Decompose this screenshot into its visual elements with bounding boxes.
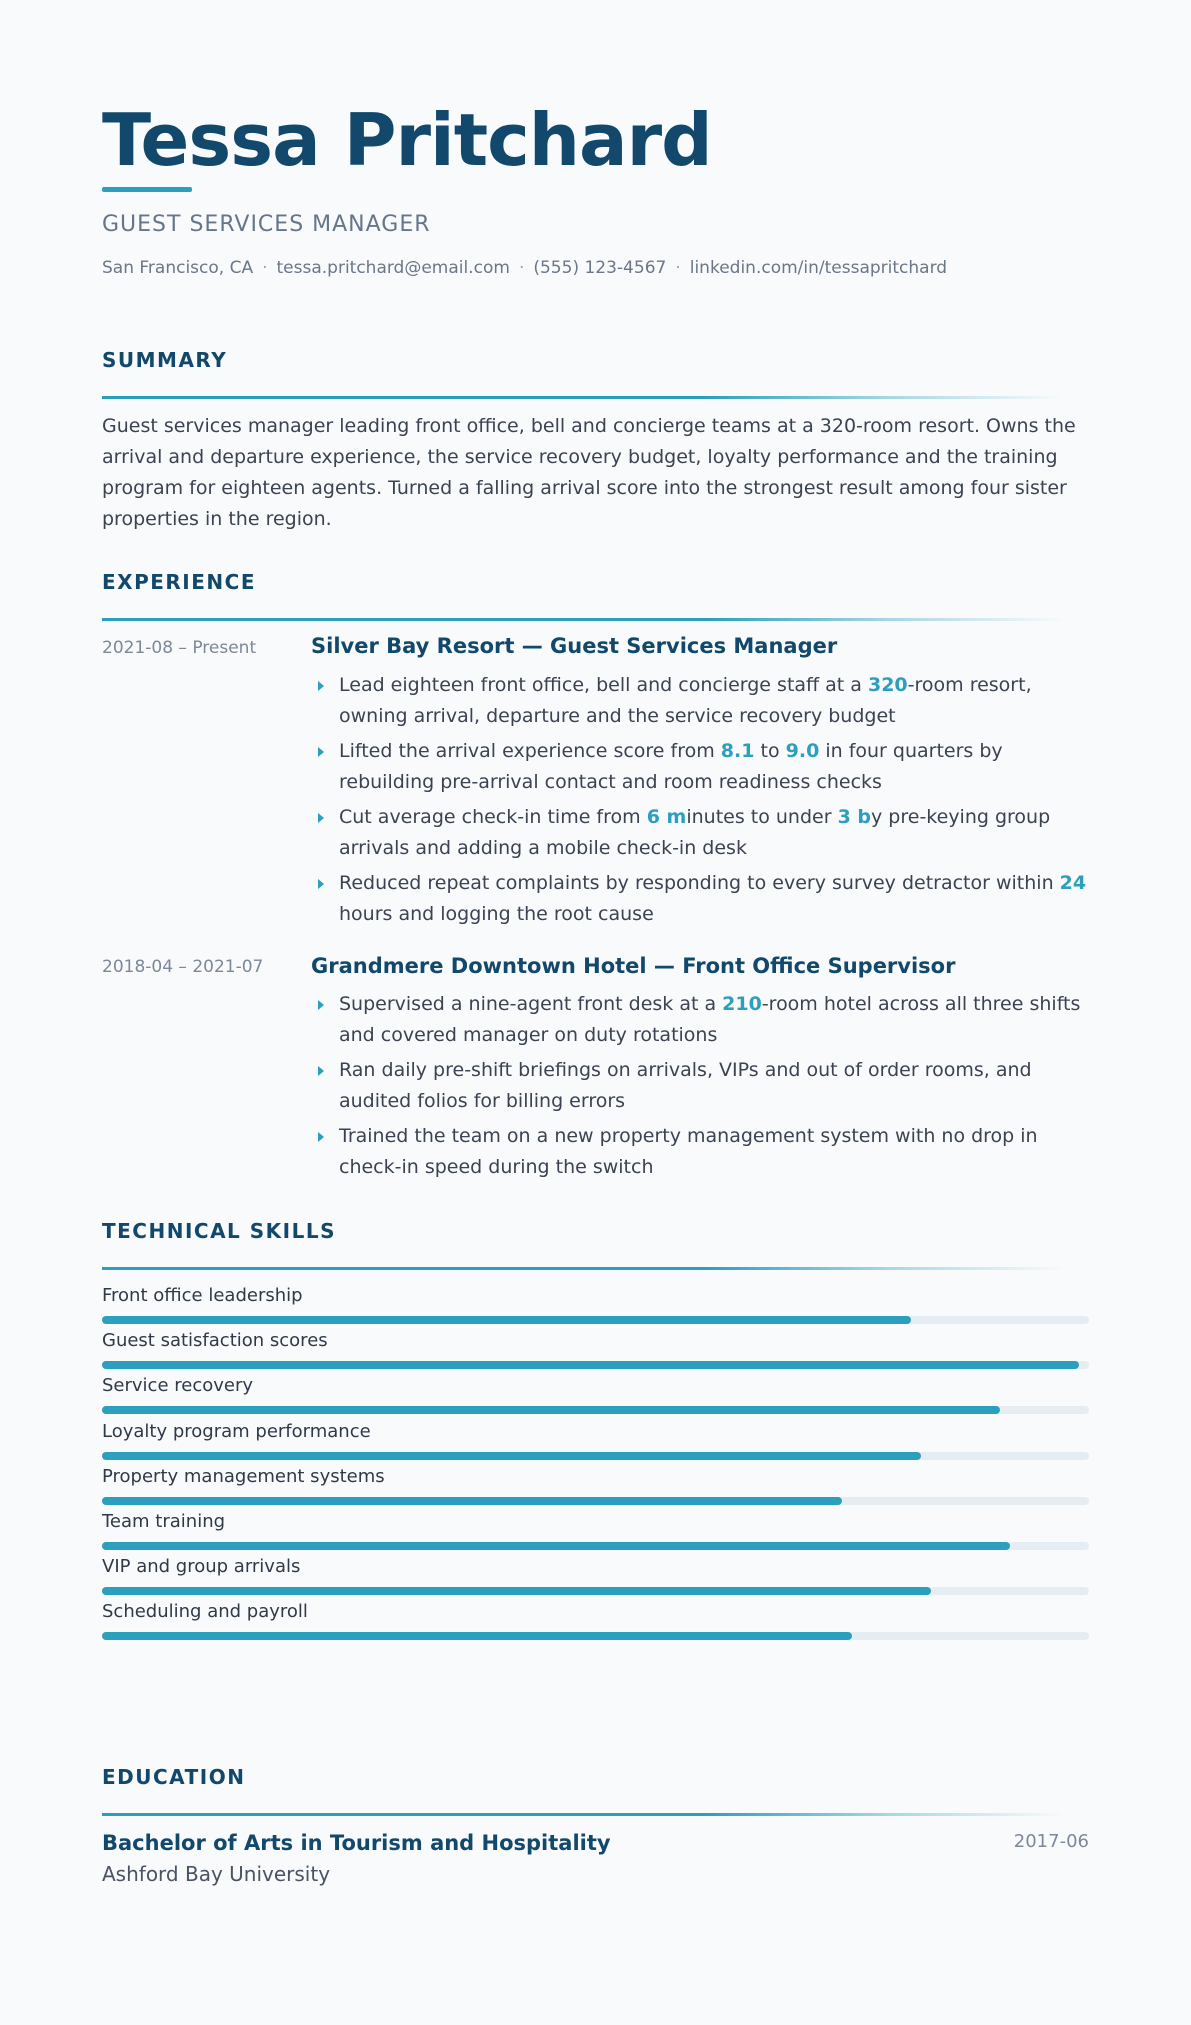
- skill-bar-track: [102, 1542, 1089, 1550]
- skills-heading: TECHNICAL SKILLS: [102, 1219, 336, 1243]
- job-role: GUEST SERVICES MANAGER: [102, 212, 431, 237]
- graduation-date: 2017-06: [1013, 1831, 1089, 1852]
- contact-separator: ·: [262, 258, 268, 278]
- experience-bullet: [311, 802, 1101, 864]
- skill-bar-fill: [102, 1632, 852, 1640]
- skill-row: [102, 1555, 1089, 1603]
- name-underline: [102, 187, 192, 192]
- school-name: Ashford Bay University: [102, 1862, 331, 1886]
- experience-bullet: [311, 1121, 1101, 1183]
- skill-label: VIP and group arrivals: [102, 1556, 301, 1578]
- skill-bar-fill: [102, 1587, 931, 1595]
- highlight-metric: 3 b: [837, 806, 872, 828]
- experience-bullet: [311, 989, 1101, 1051]
- skill-bar-fill: [102, 1361, 1079, 1369]
- contact-phone[interactable]: (555) 123-4567: [533, 258, 667, 278]
- contact-line: [102, 257, 947, 279]
- skill-row: [102, 1465, 1089, 1513]
- skill-row: [102, 1600, 1089, 1648]
- skill-bar-fill: [102, 1316, 911, 1324]
- highlight-metric: 320: [867, 674, 908, 696]
- skill-row: [102, 1374, 1089, 1422]
- bullet-text: Lead eighteen front office, bell and concierge staff at a: [339, 674, 868, 696]
- skill-row: [102, 1284, 1089, 1332]
- bullet-text: to: [754, 740, 786, 762]
- skill-label: Team training: [102, 1511, 226, 1532]
- skill-label: Service recovery: [102, 1375, 254, 1397]
- experience-bullet: [311, 736, 1101, 798]
- highlight-metric: 24: [1059, 872, 1087, 894]
- skill-bar-fill: [102, 1497, 842, 1505]
- highlight-metric: 8.1: [720, 740, 755, 762]
- job-title: Grandmere Downtown Hotel — Front Office Supervisor: [311, 954, 956, 978]
- bullet-text: Ran daily pre-shift briefings on arrivals, VIPs and out of order rooms, and audited folios for billing errors: [339, 1059, 1032, 1112]
- summary-rule: [102, 396, 1062, 399]
- skill-bar-fill: [102, 1542, 1010, 1550]
- bullet-text: Cut average check-in time from: [339, 806, 647, 828]
- skill-row: [102, 1329, 1089, 1377]
- skill-label: Guest satisfaction scores: [102, 1330, 328, 1352]
- bullet-text: -room resort, owning arrival, departure and the service recovery budget: [339, 674, 1032, 727]
- experience-bullet: [311, 868, 1101, 930]
- skill-bar-track: [102, 1497, 1089, 1505]
- bullet-text: -room hotel across all three shifts and covered manager on duty rotations: [339, 993, 1081, 1046]
- skill-label: Loyalty program performance: [102, 1420, 371, 1442]
- bullet-text: Reduced repeat complaints by responding to every survey detractor within: [339, 872, 1060, 894]
- job-dates: 2021-08 – Present: [102, 638, 257, 658]
- contact-separator: ·: [518, 258, 525, 278]
- skill-label: Scheduling and payroll: [102, 1601, 308, 1623]
- skill-bar-track: [102, 1316, 1089, 1324]
- degree-title: Bachelor of Arts in Tourism and Hospitality: [102, 1831, 611, 1855]
- education-rule: [102, 1813, 1062, 1816]
- bullet-text: y pre-keying group arrivals and adding a mobile check-in desk: [339, 806, 1051, 859]
- bullet-text: hours and logging the root cause: [339, 903, 654, 925]
- highlight-metric: 6 m: [646, 806, 687, 828]
- job-title: Silver Bay Resort — Guest Services Manager: [311, 634, 838, 658]
- skill-bar-track: [102, 1406, 1089, 1414]
- skill-row: [102, 1420, 1089, 1468]
- bullet-text: in four quarters by rebuilding pre-arrival contact and room readiness checks: [339, 740, 1003, 793]
- experience-bullet: [311, 1055, 1101, 1117]
- education-heading: EDUCATION: [102, 1765, 246, 1789]
- skill-bar-fill: [102, 1406, 1000, 1414]
- bullet-text: Trained the team on a new property management system with no drop in check-in speed during the switch: [339, 1125, 1038, 1178]
- skill-label: Front office leadership: [102, 1285, 303, 1306]
- skill-bar-track: [102, 1361, 1089, 1369]
- contact-location: San Francisco, CA: [102, 258, 254, 278]
- job-bullets: [311, 989, 1101, 1187]
- summary-heading: SUMMARY: [102, 348, 228, 372]
- job-bullets: [311, 670, 1101, 934]
- skill-bar-track: [102, 1632, 1089, 1640]
- skill-row: [102, 1510, 1089, 1558]
- skill-label: Property management systems: [102, 1465, 385, 1487]
- contact-linkedin[interactable]: linkedin.com/in/tessapritchard: [689, 258, 948, 278]
- experience-rule: [102, 618, 1062, 621]
- job-dates: 2018-04 – 2021-07: [102, 957, 264, 977]
- summary-text: Guest services manager leading front office, bell and concierge teams at a 320-room resort. Owns the arrival and departure experience, the service recovery budget, loyalty performance and the training program for eighteen agents. Turned a falling arrival score into the strongest result among four sister properties in the region.: [102, 415, 1076, 530]
- skill-bar-track: [102, 1452, 1089, 1460]
- skills-rule: [102, 1267, 1062, 1270]
- bullet-text: Lifted the arrival experience score from: [339, 740, 721, 762]
- highlight-metric: 210: [722, 993, 762, 1015]
- skill-bar-fill: [102, 1452, 921, 1460]
- experience-bullet: [311, 670, 1101, 732]
- highlight-metric: 9.0: [785, 740, 820, 762]
- skill-bar-track: [102, 1587, 1089, 1595]
- candidate-name: Tessa Pritchard: [102, 98, 712, 182]
- contact-separator: ·: [675, 258, 681, 278]
- bullet-text: Supervised a nine-agent front desk at a: [339, 993, 723, 1015]
- bullet-text: inutes to under: [686, 806, 838, 828]
- experience-heading: EXPERIENCE: [102, 570, 256, 594]
- contact-email[interactable]: tessa.pritchard@email.com: [276, 258, 510, 278]
